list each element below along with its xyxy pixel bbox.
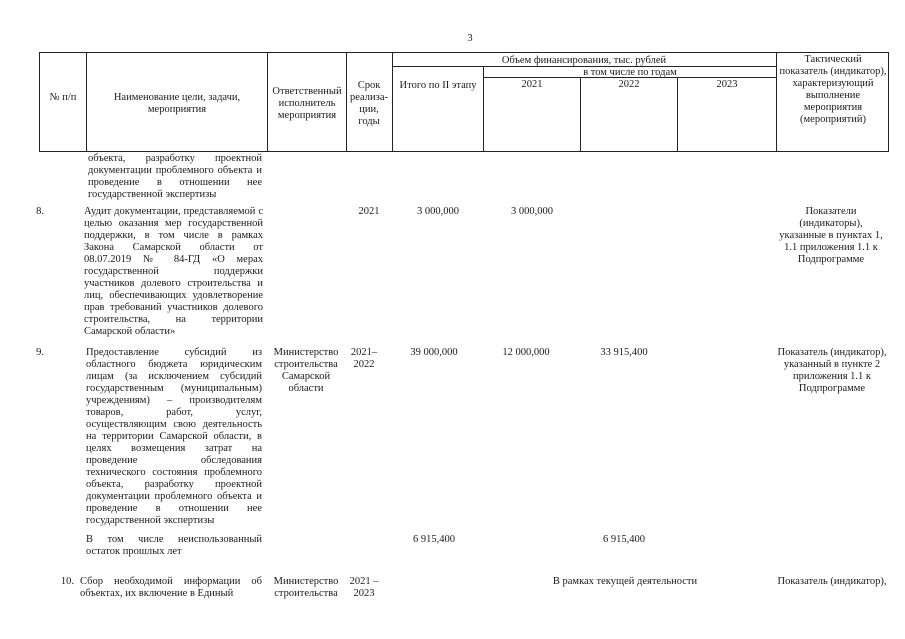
row-10-number: 10.: [60, 576, 74, 587]
row-8-indicator: Показатели (индикаторы), указанные в пунктах 1, 1.1 приложения 1.1 к Подпрограмме: [779, 206, 883, 265]
header-col-line: [392, 52, 393, 152]
row-9-name: Предоставление субсидий из областного бюджета юридическим лицам (за исключением субсидий государственным (муниципальным) учреждениям) – производителям товаров, работ, услуг, осуществляющим свою деятельность на территории Самарской области, в целях возмещения затрат на проведение обследования технического состояния проблемного объекта, разработку проектной документации проблемного объекта и проведение в отношении нее государственной экспертизы: [86, 347, 262, 526]
row-10-funding-note: В рамках текущей деятельности: [552, 576, 698, 587]
row-8-total: 3 000,000: [417, 206, 459, 217]
header-col-no: № п/п: [49, 92, 77, 103]
header-col-line: [86, 52, 87, 152]
row-10-name: Сбор необходимой информации об объектах, их включение в Единый: [80, 576, 262, 599]
row-8-name: Аудит документации, представляемой с целью оказания мер государственной поддержки, в том числе в рамках Закона Самарской области от 08.07.2019 № 84-ГД «О мерах государственной поддержки участников долевого строительства и лиц, обеспечивающих удовлетворение прав требований участников долевого строительства, на территории Самарской области»: [84, 206, 263, 337]
row-9-sub-name: В том числе неиспользованный остаток прошлых лет: [86, 534, 262, 557]
row-8-number: 8.: [36, 206, 44, 217]
row-9-year-2022: 33 915,400: [600, 347, 648, 358]
row-9-responsible: Министерство строительства Самарской области: [273, 347, 339, 394]
row-9-sub-total: 6 915,400: [413, 534, 455, 545]
header-year-2021: 2021: [521, 79, 543, 90]
header-col-funding: Объем финансирования, тыс. рублей: [501, 55, 667, 66]
header-col-line: [888, 52, 889, 152]
row-9-total: 39 000,000: [410, 347, 458, 358]
row-8-year-2021: 3 000,000: [511, 206, 553, 217]
table-top-border: [39, 52, 889, 53]
header-col-term: Срок реализа- ции, годы: [350, 80, 388, 127]
header-col-line: [677, 77, 678, 152]
row-8-term: 2021: [358, 206, 380, 217]
row-9-sub-year-2022: 6 915,400: [603, 534, 645, 545]
row-9-term: 2021– 2022: [350, 347, 378, 370]
header-col-line: [39, 52, 40, 152]
header-col-indicator: Тактический показатель (индикатор), характеризующий выполнение мероприятия (мероприятий): [779, 54, 887, 125]
header-col-by-years: в том числе по годам: [583, 67, 677, 78]
row-9-year-2021: 12 000,000: [502, 347, 550, 358]
page-number: 3: [467, 33, 473, 44]
header-col-line: [346, 52, 347, 152]
row-9-number: 9.: [36, 347, 44, 358]
header-col-line: [580, 77, 581, 152]
header-col-line: [267, 52, 268, 152]
header-bottom-border: [39, 151, 889, 152]
row-9-indicator: Показатель (индикатор), указанный в пункте 2 приложения 1.1 к Подпрограмме: [777, 347, 887, 394]
header-year-2023: 2023: [716, 79, 738, 90]
header-col-total: Итого по II этапу: [399, 80, 477, 91]
header-col-line: [776, 52, 777, 152]
row-10-responsible: Министерство строительства: [273, 576, 339, 599]
header-col-line: [483, 66, 484, 152]
row-continuation-name: объекта, разработку проектной документации проблемного объекта и проведение в отношении нее государственной экспертизы: [88, 153, 262, 200]
header-col-responsible: Ответственный исполнитель мероприятия: [272, 86, 342, 121]
row-10-indicator: Показатель (индикатор),: [777, 576, 887, 587]
header-year-2022: 2022: [618, 79, 640, 90]
header-col-name: Наименование цели, задачи, мероприятия: [113, 92, 241, 115]
row-10-term: 2021 – 2023: [349, 576, 379, 599]
